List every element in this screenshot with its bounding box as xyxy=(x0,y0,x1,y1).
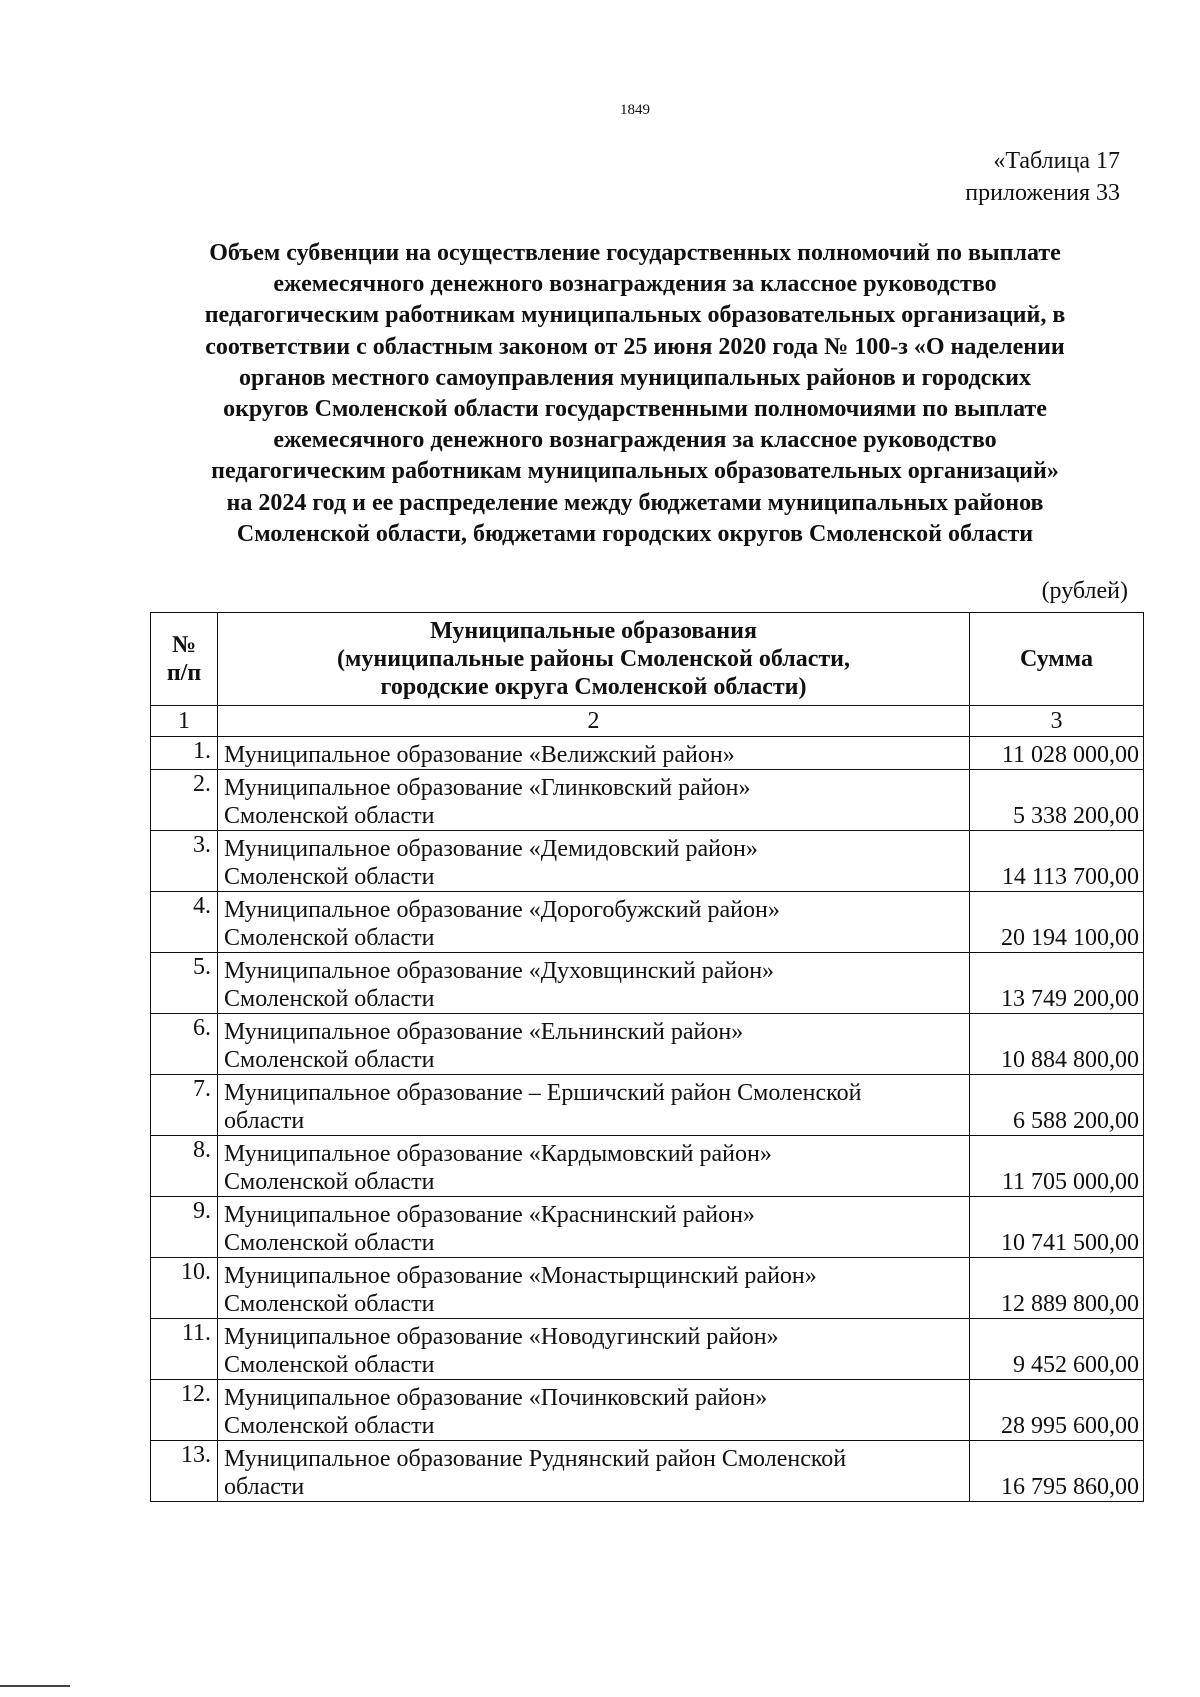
row-amount: 20 194 100,00 xyxy=(970,892,1144,953)
row-entity-line1: Муниципальное образование «Демидовский район» xyxy=(224,836,758,862)
row-number: 10. xyxy=(151,1258,218,1319)
row-number: 4. xyxy=(151,892,218,953)
table-row xyxy=(151,892,1144,953)
row-amount: 28 995 600,00 xyxy=(970,1380,1144,1441)
row-amount: 16 795 860,00 xyxy=(970,1441,1144,1502)
page-number: 1849 xyxy=(620,102,650,118)
row-entity-line1: Муниципальное образование «Ельнинский район» xyxy=(224,1019,744,1045)
row-entity xyxy=(218,737,970,770)
title-line: ежемесячного денежного вознаграждения за классное руководство xyxy=(273,427,997,454)
row-entity xyxy=(218,1136,970,1197)
row-entity xyxy=(218,1258,970,1319)
header-entity-line3: городские округа Смоленской области) xyxy=(380,674,807,700)
table-row xyxy=(151,1380,1144,1441)
row-number: 9. xyxy=(151,1197,218,1258)
column-index-row xyxy=(151,706,1144,737)
table-row xyxy=(151,831,1144,892)
row-entity xyxy=(218,953,970,1014)
title-line: на 2024 год и ее распределение между бюджетами муниципальных районов xyxy=(226,489,1044,516)
row-entity xyxy=(218,892,970,953)
row-entity xyxy=(218,1319,970,1380)
row-number: 3. xyxy=(151,831,218,892)
row-entity-line2: Смоленской области xyxy=(224,1352,435,1378)
row-entity-line2: Смоленской области xyxy=(224,1047,435,1073)
row-entity xyxy=(218,1014,970,1075)
row-amount: 10 741 500,00 xyxy=(970,1197,1144,1258)
row-entity-line1: Муниципальное образование Руднянский район Смоленской xyxy=(224,1446,847,1472)
table-row xyxy=(151,953,1144,1014)
table-reference-line1: «Таблица 17 xyxy=(993,148,1120,174)
title-line: Объем субвенции на осуществление государственных полномочий по выплате xyxy=(209,240,1061,266)
table-reference-line2: приложения 33 xyxy=(965,180,1120,206)
table-row xyxy=(151,1319,1144,1380)
header-amount: Сумма xyxy=(970,613,1144,706)
row-number: 1. xyxy=(151,737,218,770)
subsidy-table xyxy=(150,612,1144,1502)
table-reference xyxy=(965,145,1120,209)
table-row xyxy=(151,1441,1144,1502)
header-number-line1: № xyxy=(171,632,197,658)
column-index: 1 xyxy=(151,706,218,737)
row-entity-line2: Смоленской области xyxy=(224,1413,435,1439)
row-amount: 6 588 200,00 xyxy=(970,1075,1144,1136)
row-number: 11. xyxy=(151,1319,218,1380)
row-number: 12. xyxy=(151,1380,218,1441)
table-row xyxy=(151,1014,1144,1075)
row-entity xyxy=(218,831,970,892)
scan-edge-mark xyxy=(0,1685,70,1687)
row-entity-line1: Муниципальное образование «Глинковский район» xyxy=(224,775,751,801)
row-entity-line2: Смоленской области xyxy=(224,803,435,829)
row-amount: 12 889 800,00 xyxy=(970,1258,1144,1319)
column-index: 2 xyxy=(218,706,970,737)
row-number: 8. xyxy=(151,1136,218,1197)
title-line: округов Смоленской области государственными полномочиями по выплате xyxy=(223,396,1047,423)
row-entity-line2: Смоленской области xyxy=(224,864,435,890)
row-entity-line1: Муниципальное образование «Краснинский район» xyxy=(224,1202,755,1228)
row-entity-line2: области xyxy=(224,1474,305,1500)
row-entity-line1: Муниципальное образование «Починковский район» xyxy=(224,1385,768,1411)
row-amount: 10 884 800,00 xyxy=(970,1014,1144,1075)
row-entity-line2: Смоленской области xyxy=(224,1291,435,1317)
title-line: органов местного самоуправления муниципальных районов и городских xyxy=(239,364,1031,391)
header-entity xyxy=(218,613,970,706)
row-amount: 9 452 600,00 xyxy=(970,1319,1144,1380)
row-entity xyxy=(218,770,970,831)
row-entity-line1: Муниципальное образование «Велижский район» xyxy=(224,742,735,768)
row-entity-line2: Смоленской области xyxy=(224,1169,435,1195)
row-amount: 14 113 700,00 xyxy=(970,831,1144,892)
header-entity-line2: (муниципальные районы Смоленской области, xyxy=(337,646,850,672)
row-amount: 5 338 200,00 xyxy=(970,770,1144,831)
row-number: 5. xyxy=(151,953,218,1014)
header-entity-line1: Муниципальные образования xyxy=(430,618,757,644)
row-entity xyxy=(218,1197,970,1258)
document-title xyxy=(130,238,1140,550)
header-number-line2: п/п xyxy=(166,660,202,686)
row-amount: 11 028 000,00 xyxy=(970,737,1144,770)
row-number: 6. xyxy=(151,1014,218,1075)
row-amount: 13 749 200,00 xyxy=(970,953,1144,1014)
table-row xyxy=(151,1075,1144,1136)
row-entity xyxy=(218,1380,970,1441)
row-entity-line2: Смоленской области xyxy=(224,986,435,1012)
table-row xyxy=(151,1136,1144,1197)
row-number: 7. xyxy=(151,1075,218,1136)
title-line: соответствии с областным законом от 25 июня 2020 года № 100-з «О наделении xyxy=(205,333,1065,360)
row-entity-line1: Муниципальное образование «Дорогобужский район» xyxy=(224,897,780,923)
row-entity-line2: Смоленской области xyxy=(224,925,435,951)
title-line: ежемесячного денежного вознаграждения за классное руководство xyxy=(273,271,997,298)
row-entity-line2: Смоленской области xyxy=(224,1230,435,1256)
row-entity-line1: Муниципальное образование – Ершичский район Смоленской xyxy=(224,1080,862,1106)
row-entity-line1: Муниципальное образование «Духовщинский район» xyxy=(224,958,775,984)
row-entity-line1: Муниципальное образование «Кардымовский район» xyxy=(224,1141,772,1167)
table-row xyxy=(151,1197,1144,1258)
title-line: педагогическим работникам муниципальных образовательных организаций» xyxy=(211,458,1059,485)
row-number: 2. xyxy=(151,770,218,831)
title-line: педагогическим работникам муниципальных образовательных организаций, в xyxy=(204,302,1066,329)
table-header-row xyxy=(151,613,1144,706)
column-index: 3 xyxy=(970,706,1144,737)
table-row xyxy=(151,770,1144,831)
row-number: 13. xyxy=(151,1441,218,1502)
row-entity xyxy=(218,1441,970,1502)
row-entity-line2: области xyxy=(224,1108,305,1134)
table-row xyxy=(151,1258,1144,1319)
header-number xyxy=(151,613,218,706)
row-amount: 11 705 000,00 xyxy=(970,1136,1144,1197)
table-row xyxy=(151,737,1144,770)
row-entity-line1: Муниципальное образование «Новодугинский район» xyxy=(224,1324,779,1350)
row-entity-line1: Муниципальное образование «Монастырщинский район» xyxy=(224,1263,817,1289)
row-entity xyxy=(218,1075,970,1136)
title-line: Смоленской области, бюджетами городских округов Смоленской области xyxy=(236,520,1034,547)
units-label: (рублей) xyxy=(1041,578,1128,604)
